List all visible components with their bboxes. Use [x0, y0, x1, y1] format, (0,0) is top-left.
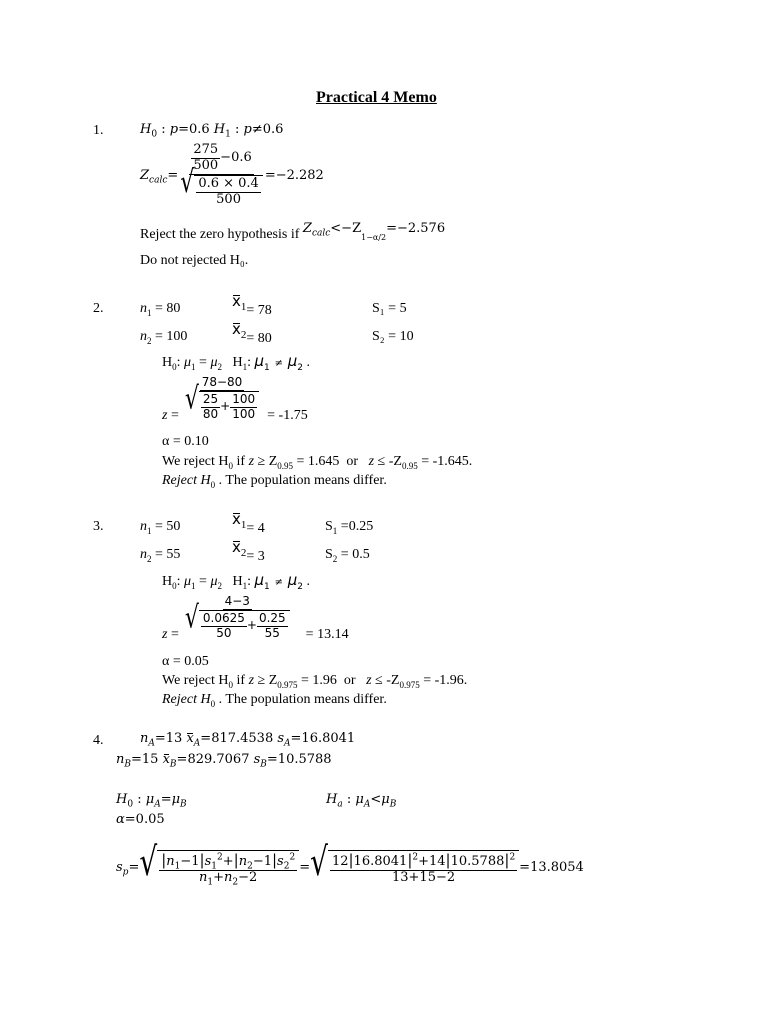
- q2-reject-rule: We reject $H_0$ if $z \ge Z_{0.95} = 1.645$ or $z \le -Z_{0.95} = -1.645$.: [162, 454, 473, 471]
- q2-n1: $n_1 = 80$: [140, 301, 181, 318]
- q2-n2: $n_2 = 100$: [140, 329, 188, 346]
- q2-alpha: α = 0.10: [162, 434, 209, 449]
- q1-z-statistic: $Z_{calc}=$ $\frac{275}{500}$ −0.6 √ $\frac{0.6 \times 0.4}{500}$ =−2.282: [140, 142, 324, 207]
- q1-hypotheses: $H_0$ : p=0.6 $H_1$ : p≠0.6: [140, 122, 284, 140]
- q2-hypotheses: $H_0$: $\mu_1 = \mu_2$ $H_1$: $\mu_1 \ne \mu_2$ .: [162, 352, 311, 373]
- q3-hypotheses: $H_0$: $\mu_1 = \mu_2$ $H_1$: $\mu_1 \ne \mu_2$ .: [162, 571, 311, 592]
- q2-s1: S₁ = 5: [372, 301, 407, 316]
- q3-s1: $S_1 =0.25$: [325, 519, 374, 536]
- q4-alpha: α=0.05: [116, 812, 165, 827]
- q3-z-result: = 13.14: [305, 627, 349, 642]
- q3-alpha: α = 0.05: [162, 654, 209, 669]
- page-title: Practical 4 Memo: [316, 89, 437, 106]
- q3-s2: $S_2 = 0.5$: [325, 547, 370, 564]
- q1-z-result: =−2.282: [264, 167, 324, 183]
- q1-z-symbol: Z: [140, 167, 150, 183]
- q2-x2: $x_2= 80$: [232, 320, 272, 346]
- q1-number: 1.: [93, 123, 104, 138]
- q4-null-hypothesis: $H_0$ : $\mu_A=\mu_B$: [116, 792, 187, 810]
- q4-sample-b: $n_B=15$ $x_B=829.7067$ $s_B=10.5788$: [116, 752, 332, 770]
- q3-number: 3.: [93, 519, 104, 534]
- q3-x2: $x_2= 3$: [232, 538, 265, 564]
- q2-z-result: = -1.75: [267, 408, 308, 423]
- q2-z-statistic: z = 78−80 √ $\frac{25}{80}$ + $\frac{100}{100}$ = -1.75: [162, 375, 308, 423]
- q3-reject-rule: We reject $H_0$ if $z \ge Z_{0.975} = 1.96$ or $z \le -Z_{0.975} = -1.96$.: [162, 673, 468, 690]
- q4-number: 4.: [93, 733, 104, 748]
- q4-alt-hypothesis: $H_a$ : $\mu_A<\mu_B$: [326, 792, 397, 810]
- q3-n2: $n_2 = 55$: [140, 547, 181, 564]
- q4-sp-result: =13.8054: [519, 860, 584, 876]
- q2-conclusion: Reject $H_0$ . The population means differ.: [162, 473, 387, 490]
- q2-x1: $x_1= 78$: [232, 292, 272, 318]
- q3-conclusion: Reject $H_0$ . The population means differ.: [162, 692, 387, 709]
- q3-z-statistic: z = 4−3 √ $\frac{0.0625}{50}$ + $\frac{0.25}{55}$ = 13.14: [162, 594, 349, 642]
- q1-conclusion: Do not rejected H₀.: [140, 253, 249, 268]
- q3-x1: $x_1= 4$: [232, 510, 265, 536]
- q4-sample-a: $n_A=13$ $x_A=817.4538$ $s_A=16.8041$: [140, 731, 356, 749]
- q4-pooled-sd: $s_p=$ √ $\frac{|n_1-1|s_1^2+|n_2-1|s_2^2}{n_1+n_2-2}$ = √ $\frac{12|16.8041|^2+14|10.5788|^2}{13+15-2}$ =13.8054: [116, 838, 584, 888]
- q1-reject-rule: Reject the zero hypothesis if $Z_{calc}<-Z1-\alpha/2=-2.576$: [140, 221, 446, 242]
- q3-n1: $n_1 = 50$: [140, 519, 181, 536]
- q2-s2: S₂ = 10: [372, 329, 414, 344]
- q2-number: 2.: [93, 301, 104, 316]
